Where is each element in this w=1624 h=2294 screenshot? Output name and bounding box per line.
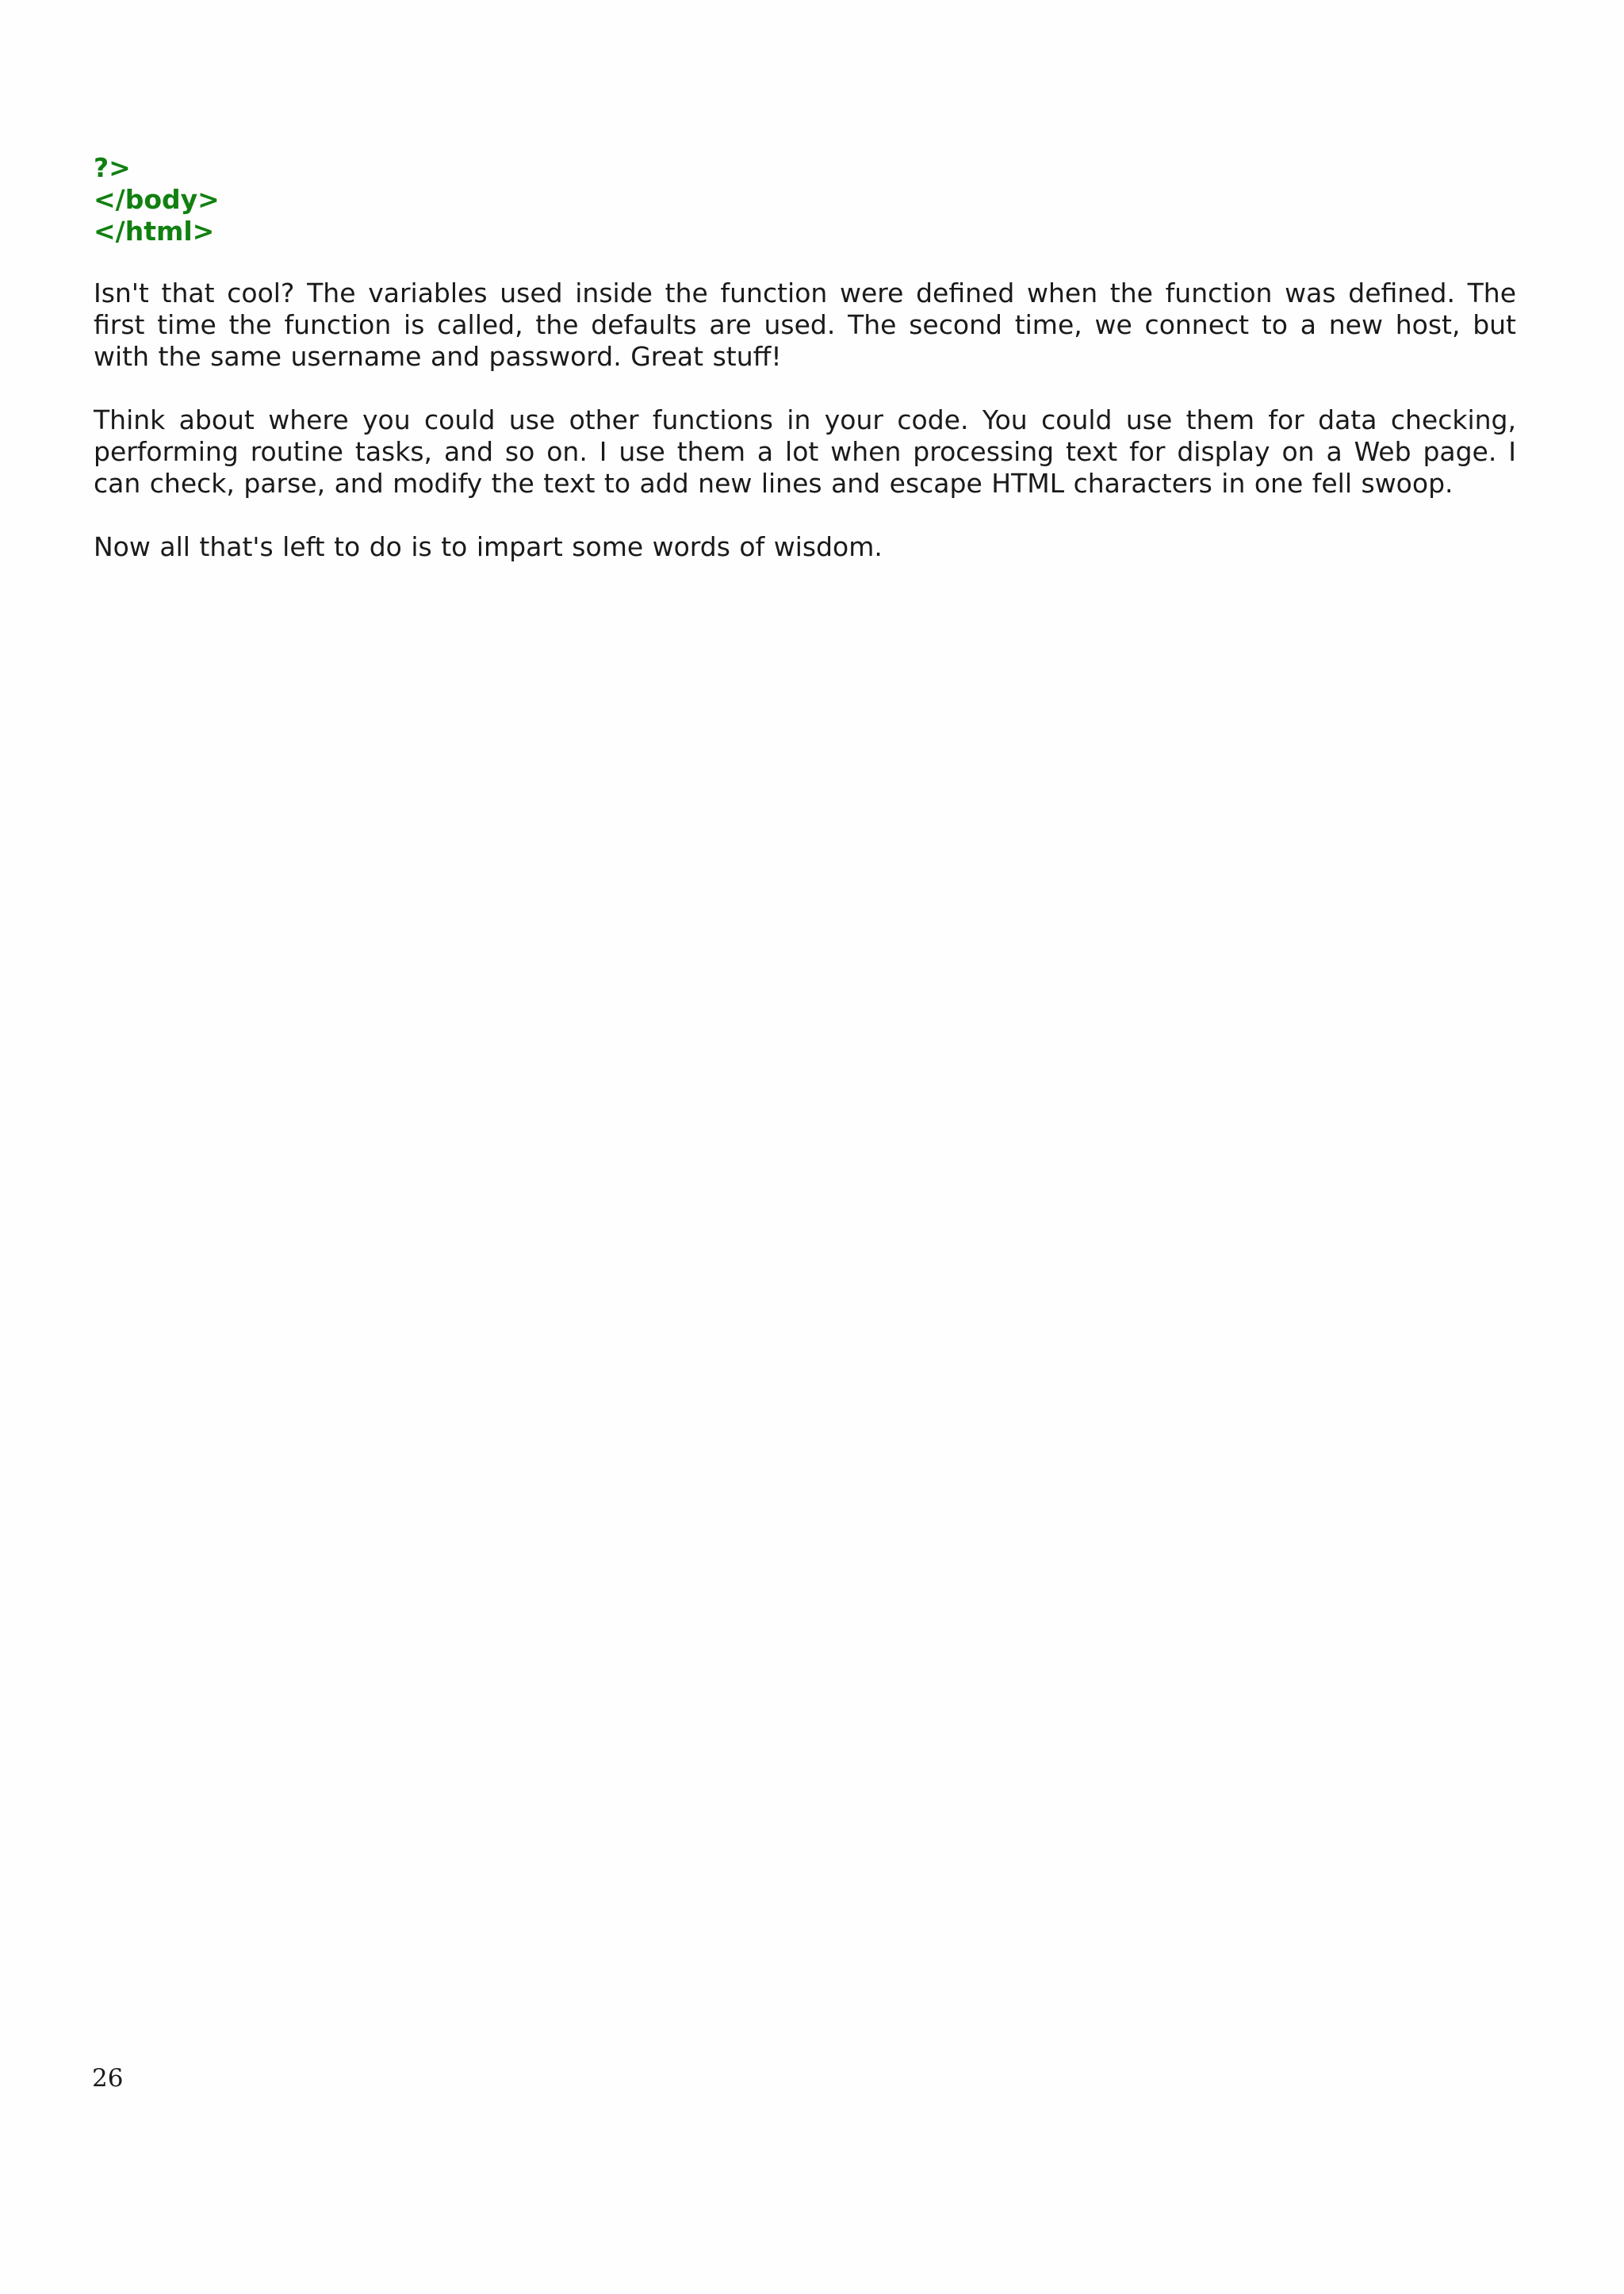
paragraph-words-of-wisdom: Now all that's left to do is to impart some words of wisdom. bbox=[94, 531, 883, 562]
page-content bbox=[94, 152, 1516, 595]
code-line-body-close: </body> bbox=[94, 184, 220, 215]
code-block bbox=[94, 152, 1516, 247]
paragraph-cool-variables: Isn't that cool? The variables used inside the function were defined when the function was defined. The first time the function is called, the defaults are used. The second time, we connect to a new host, but with the same username and password. Great stuff! bbox=[94, 278, 1516, 372]
code-line-php-close: ?> bbox=[94, 152, 131, 183]
paragraph-other-functions: Think about where you could use other functions in your code. You could use them for data checking, performing routine tasks, and so on. I use them a lot when processing text for display on a Web page. I can check, parse, and modify the text to add new lines and escape HTML characters in one fell swoop. bbox=[94, 404, 1516, 499]
code-line-html-close: </html> bbox=[94, 216, 215, 247]
page-number: 26 bbox=[92, 2064, 124, 2093]
